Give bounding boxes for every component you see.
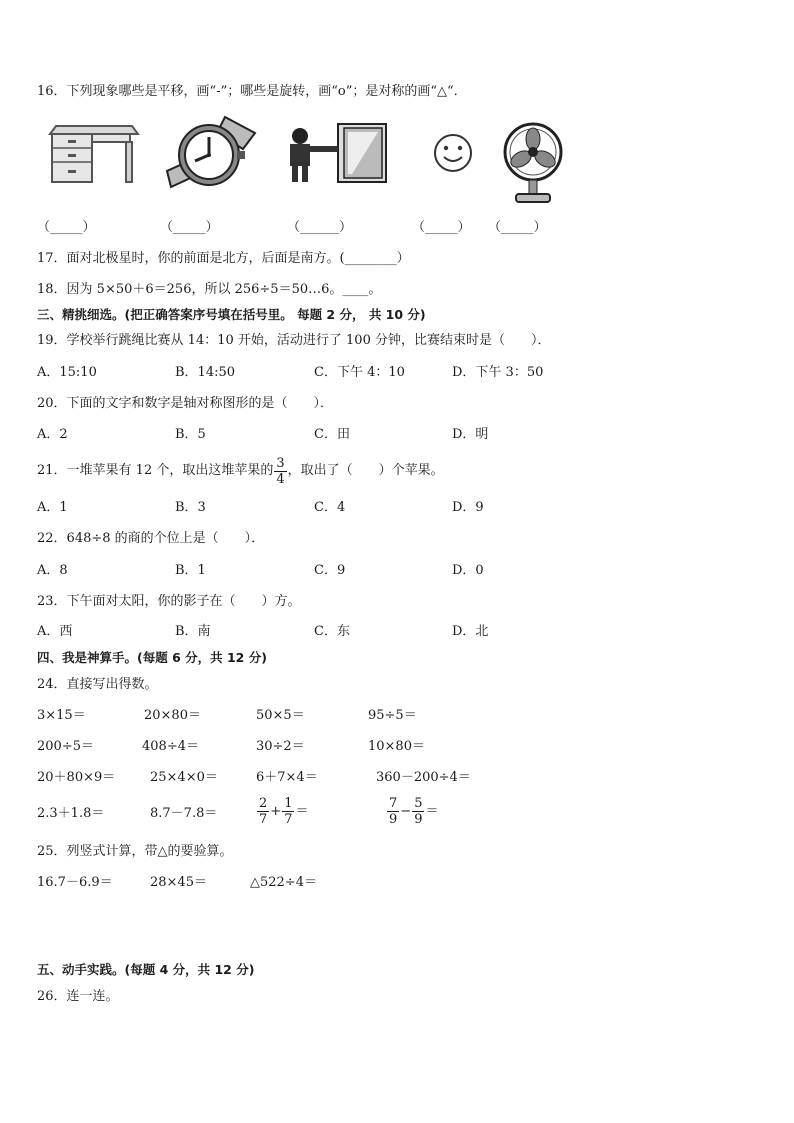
q21-text-after: ，取出了（ ）个苹果。: [287, 463, 444, 478]
q24-r4-c4-frac2: [412, 796, 424, 827]
section4-title: 四、我是神算手。(每题 6 分，共 12 分): [37, 650, 267, 665]
q24-r3-c4: 360－200÷4＝: [376, 770, 471, 785]
q19-option-c[interactable]: C．下午 4：10: [314, 365, 405, 380]
q24-r4-c4-frac1: [387, 796, 399, 827]
q18-text: 18．因为 5×50＋6＝256，所以 256÷5＝50…6。____。: [37, 282, 382, 297]
q21-text: [37, 454, 444, 488]
q25-item-3: △522÷4＝: [250, 875, 317, 890]
q23-option-c[interactable]: C．东: [314, 624, 350, 639]
equals: ＝: [295, 803, 309, 819]
frac-num: 7: [389, 796, 398, 811]
q25-item-1: 16.7－6.9＝: [37, 875, 113, 890]
q25-text: 25．列竖式计算，带△的要验算。: [37, 844, 233, 859]
q24-r1-c4: 95÷5＝: [368, 708, 417, 723]
q24-r1-c3: 50×5＝: [256, 708, 305, 723]
q16-answer-5[interactable]: （_____）: [488, 220, 547, 235]
q24-r4-c3: [256, 796, 308, 827]
q23-option-a[interactable]: A．西: [37, 624, 73, 639]
q21-option-d[interactable]: D．9: [452, 500, 484, 515]
q22-option-d[interactable]: D．0: [452, 563, 484, 578]
q24-r4-c4: [386, 796, 438, 827]
section3-title: 三、精挑细选。(把正确答案序号填在括号里。 每题 2 分， 共 10 分): [37, 307, 426, 322]
electric-fan-icon: [500, 122, 566, 204]
q24-r4-c1: 2.3＋1.8＝: [37, 806, 105, 821]
q24-r3-c1: 20＋80×9＝: [37, 770, 116, 785]
q17-text: 17．面对北极星时，你的前面是北方，后面是南方。(________）: [37, 251, 410, 266]
frac-den: 9: [389, 812, 398, 827]
q21-option-c[interactable]: C．4: [314, 500, 346, 515]
q24-r4-c3-frac2: [282, 796, 294, 827]
q26-text: 26．连一连。: [37, 989, 119, 1004]
q23-text: 23．下午面对太阳，你的影子在（ ）方。: [37, 594, 301, 609]
q24-r2-c2: 408÷4＝: [142, 739, 199, 754]
frac-den: 7: [259, 812, 268, 827]
operator: +: [270, 803, 282, 819]
q24-r4-c3-frac1: [257, 796, 269, 827]
q22-text: 22．648÷8 的商的个位上是（ ）．: [37, 531, 265, 546]
q24-r1-c1: 3×15＝: [37, 708, 86, 723]
q16-answer-4[interactable]: （_____）: [412, 220, 471, 235]
frac-num: 5: [414, 796, 423, 811]
q22-option-b[interactable]: B．1: [175, 563, 206, 578]
desk-icon: [48, 120, 140, 186]
q16-answer-1[interactable]: （_____）: [37, 220, 96, 235]
q20-option-d[interactable]: D．明: [452, 427, 489, 442]
operator: −: [400, 803, 412, 819]
smiley-face-icon: [432, 132, 474, 174]
q16-answer-3[interactable]: （______）: [287, 220, 353, 235]
q21-option-b[interactable]: B．3: [175, 500, 206, 515]
q23-option-b[interactable]: B．南: [175, 624, 211, 639]
q24-text: 24．直接写出得数。: [37, 677, 158, 692]
q24-r1-c2: 20×80＝: [144, 708, 201, 723]
q21-frac-num: 3: [276, 455, 285, 471]
q24-r3-c3: 6＋7×4＝: [256, 770, 318, 785]
q24-r4-c2: 8.7－7.8＝: [150, 806, 218, 821]
q21-frac-den: 4: [276, 471, 285, 487]
q24-r2-c4: 10×80＝: [368, 739, 425, 754]
q22-option-a[interactable]: A．8: [37, 563, 68, 578]
q21-text-before: 21．一堆苹果有 12 个，取出这堆苹果的: [37, 463, 274, 478]
q24-r3-c2: 25×4×0＝: [150, 770, 218, 785]
frac-den: 9: [414, 812, 423, 827]
q20-option-a[interactable]: A．2: [37, 427, 68, 442]
q20-text: 20．下面的文字和数字是轴对称图形的是（ ）．: [37, 396, 334, 411]
q20-option-b[interactable]: B．5: [175, 427, 206, 442]
q19-option-a[interactable]: A．15:10: [37, 365, 97, 380]
q16-answer-2[interactable]: （_____）: [160, 220, 219, 235]
section5-title: 五、动手实践。(每题 4 分，共 12 分): [37, 962, 255, 977]
q22-option-c[interactable]: C．9: [314, 563, 346, 578]
frac-num: 1: [284, 796, 293, 811]
q23-option-d[interactable]: D．北: [452, 624, 489, 639]
q24-r2-c1: 200÷5＝: [37, 739, 94, 754]
q21-option-a[interactable]: A．1: [37, 500, 68, 515]
watch-icon: [163, 115, 259, 195]
window-person-icon: [282, 122, 388, 184]
q25-item-2: 28×45＝: [150, 875, 207, 890]
q19-option-d[interactable]: D．下午 3：50: [452, 365, 544, 380]
frac-den: 7: [284, 812, 293, 827]
frac-num: 2: [259, 796, 268, 811]
q21-fraction: [274, 456, 286, 487]
equals: ＝: [425, 803, 439, 819]
q24-r2-c3: 30÷2＝: [256, 739, 305, 754]
q16-text: 16．下列现象哪些是平移，画“-”；哪些是旋转，画“o”；是对称的画“△“．: [37, 84, 467, 99]
q19-option-b[interactable]: B．14:50: [175, 365, 236, 380]
q20-option-c[interactable]: C．田: [314, 427, 350, 442]
q19-text: 19．学校举行跳绳比赛从 14：10 开始，活动进行了 100 分钟，比赛结束时是（ ）．: [37, 333, 551, 348]
